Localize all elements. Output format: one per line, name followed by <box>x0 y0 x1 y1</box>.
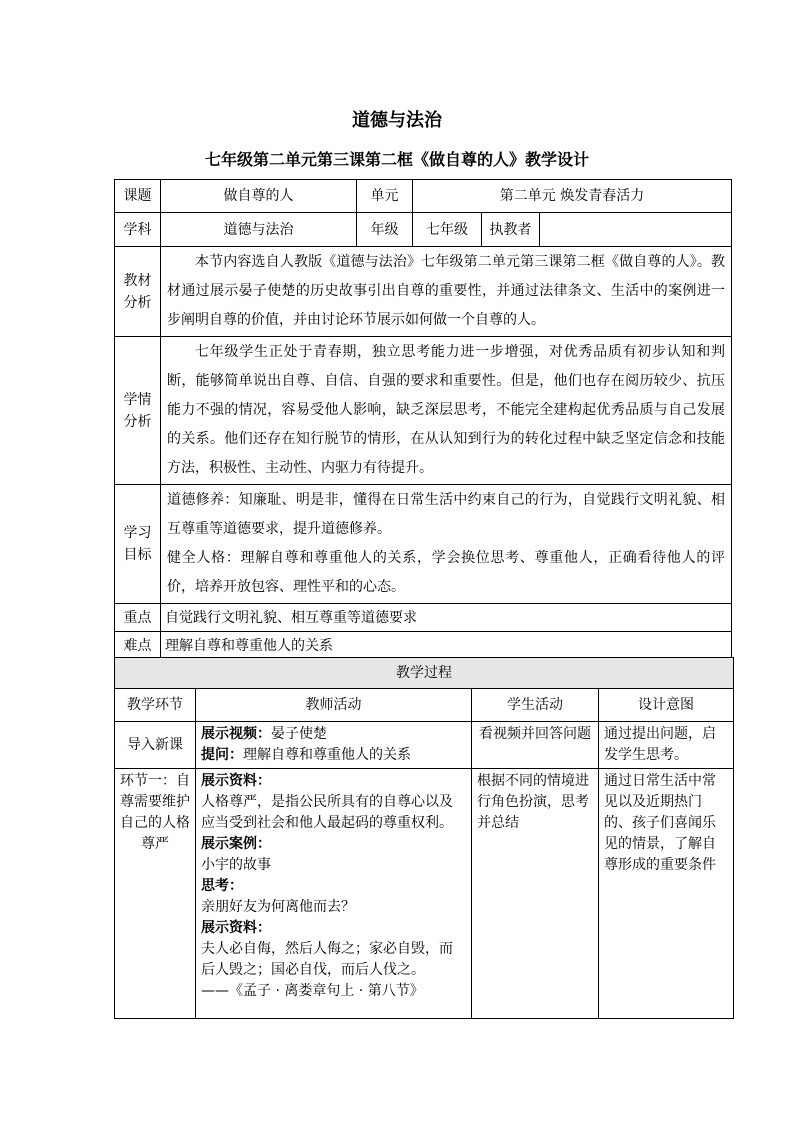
goal-row <box>115 485 732 604</box>
document-title: 道德与法治 <box>352 110 442 131</box>
lesson-info-table <box>114 179 732 661</box>
teacher-value <box>540 213 732 247</box>
student-activity-intro: 看视频并回答问题 <box>472 722 599 769</box>
teacher-text: 夫人必自侮，然后人侮之；家必自毁，而后人毁之；国必自伐，而后人伐之。 <box>201 941 453 978</box>
difficulty-label: 难点 <box>115 632 161 661</box>
topic-value: 做自尊的人 <box>161 180 357 213</box>
material-label-line1: 教材 <box>123 272 152 289</box>
teacher-bold: 展示案例： <box>201 836 271 852</box>
goal-moral: 道德修养：知廉耻、明是非，懂得在日常生活中约束自己的行为，自觉践行文明礼貌、相互尊重等道德要求，提升道德修养。 <box>167 492 726 537</box>
teacher-line <box>201 724 466 745</box>
unit-label: 单元 <box>357 180 413 213</box>
quote-source: ——《孟子 · 离娄章句上 · 第八节》 <box>201 983 424 999</box>
goal-label-line2: 目标 <box>123 547 152 563</box>
teacher-text: 小宇的故事 <box>201 857 271 873</box>
document-subtitle: 七年级第二单元第三课第二框《做自尊的人》教学设计 <box>204 150 589 169</box>
material-label-line2: 分析 <box>123 294 152 311</box>
process-header-row <box>115 689 734 722</box>
header-intent: 设计意图 <box>599 689 734 722</box>
teacher-text: 亲朋好友为何离他而去？ <box>201 899 355 915</box>
teacher-bold: 展示资料： <box>201 773 271 789</box>
grade-value: 七年级 <box>413 213 482 247</box>
teacher-text: 晏子使楚 <box>271 726 327 742</box>
teacher-bold: 提问： <box>201 747 243 763</box>
subject-row <box>115 213 732 247</box>
teacher-text: 人格尊严，是指公民所具有的自尊心以及应当受到社会和他人最起码的尊重权利。 <box>201 794 453 831</box>
design-intent-one: 通过日常生活中常见以及近期热门的、孩子们喜闻乐见的情景，了解自尊形成的重要条件 <box>599 769 734 1019</box>
goal-text <box>161 485 732 604</box>
table-row <box>115 722 734 769</box>
student-activity-one: 根据不同的情境进行角色扮演，思考并总结 <box>472 769 599 1019</box>
unit-value: 第二单元 焕发青春活力 <box>413 180 732 213</box>
teacher-activity-intro <box>196 722 472 769</box>
stage-one: 环节一：自尊需要维护自己的人格尊严 <box>115 769 196 1019</box>
stage-intro: 导入新课 <box>115 722 196 769</box>
subject-value: 道德与法治 <box>161 213 357 247</box>
student-label-line1: 学情 <box>123 391 152 408</box>
topic-label: 课题 <box>115 180 161 213</box>
goal-label-line1: 学习 <box>123 525 152 541</box>
material-label <box>115 247 161 337</box>
student-label <box>115 337 161 485</box>
subject-label: 学科 <box>115 213 161 247</box>
difficulty-text: 理解自尊和尊重他人的关系 <box>161 632 732 661</box>
student-analysis-text: 七年级学生正处于青春期，独立思考能力进一步增强，对优秀品质有初步认知和判断，能够简单说出自尊、自信、自强的要求和重要性。但是，他们也存在阅历较少、抗压能力不强的情况，容易受他人影响，缺乏深层思考，不能完全建构起优秀品质与自己发展的关系。他们还存在知行脱节的情形，在从认知到行为的转化过程中缺乏坚定信念和技能方法，积极性、主动性、内驱力有待提升。 <box>161 337 732 485</box>
goal-personality: 健全人格：理解自尊和尊重他人的关系，学会换位思考、尊重他人，正确看待他人的评价，培养开放包容、理性平和的心态。 <box>167 550 726 595</box>
table-row <box>115 769 734 1019</box>
material-analysis-text: 本节内容选自人教版《道德与法治》七年级第二单元第三课第二框《做自尊的人》。教材通过展示晏子使楚的历史故事引出自尊的重要性，并通过法律条文、生活中的案例进一步阐明自尊的价值，并由讨论环节展示如何做一个自尊的人。 <box>161 247 732 337</box>
header-stage: 教学环节 <box>115 689 196 722</box>
design-intent-intro: 通过提出问题，启发学生思考。 <box>599 722 734 769</box>
student-label-line2: 分析 <box>123 413 152 430</box>
teacher-line <box>201 745 466 766</box>
process-title-row <box>115 658 734 689</box>
key-text: 自觉践行文明礼貌、相互尊重等道德要求 <box>161 604 732 632</box>
teacher-bold: 展示资料： <box>201 920 271 936</box>
teacher-bold: 展示视频： <box>201 726 271 742</box>
key-label: 重点 <box>115 604 161 632</box>
teacher-activity-one <box>196 769 472 1019</box>
topic-row <box>115 180 732 213</box>
grade-label: 年级 <box>357 213 413 247</box>
teacher-bold: 思考： <box>201 878 243 894</box>
process-title: 教学过程 <box>115 658 734 689</box>
student-row <box>115 337 732 485</box>
key-row <box>115 604 732 632</box>
teaching-process-table <box>114 657 734 1019</box>
teacher-label: 执教者 <box>482 213 540 247</box>
material-row <box>115 247 732 337</box>
header-student: 学生活动 <box>472 689 599 722</box>
teacher-text: 理解自尊和尊重他人的关系 <box>243 747 411 763</box>
header-teacher: 教师活动 <box>196 689 472 722</box>
goal-label <box>115 485 161 604</box>
